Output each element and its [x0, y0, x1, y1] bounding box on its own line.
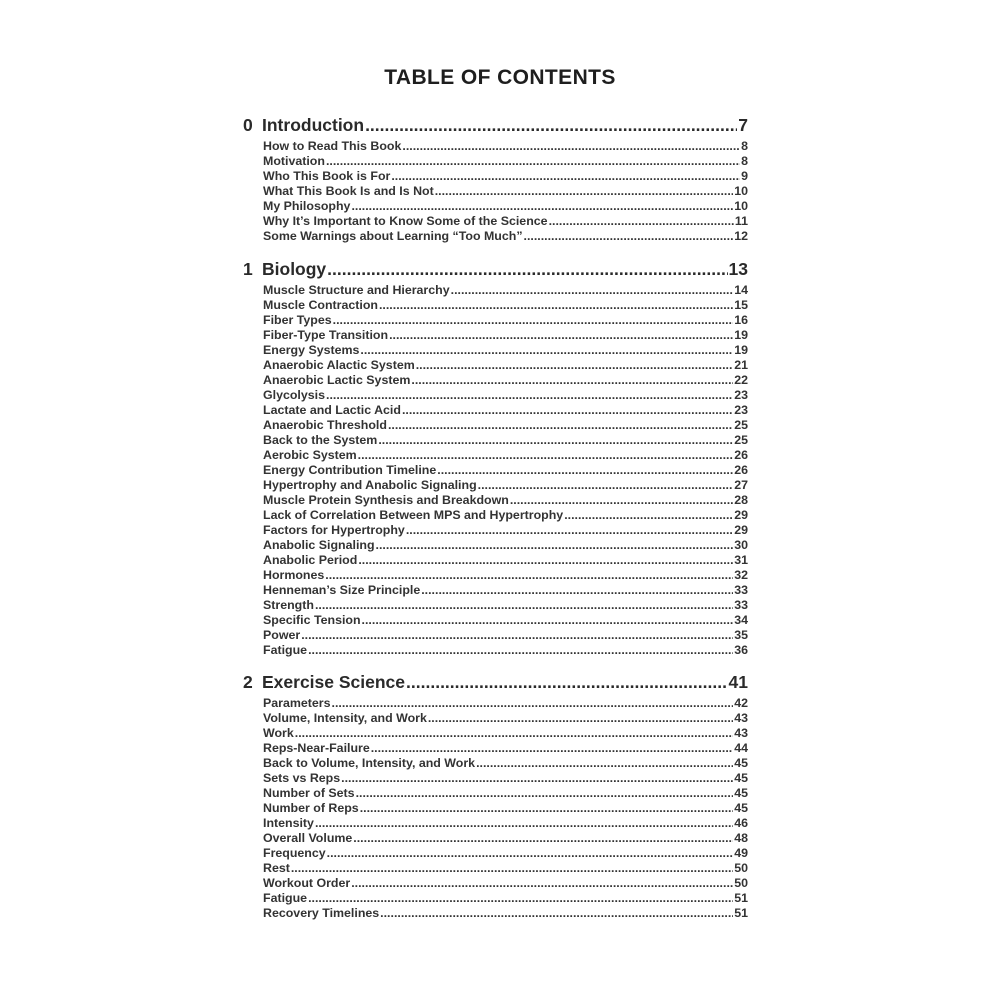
- dot-leader: [524, 229, 734, 244]
- dot-leader: [380, 906, 733, 921]
- toc-entry[interactable]: [263, 403, 748, 418]
- page-title: TABLE OF CONTENTS: [384, 66, 616, 89]
- toc-entry[interactable]: [263, 583, 748, 598]
- dot-leader: [421, 583, 733, 598]
- toc-entry[interactable]: [263, 538, 748, 553]
- entry-list: [263, 283, 748, 658]
- entry-title: Sets vs Reps: [263, 771, 341, 785]
- chapter-section: [243, 670, 748, 921]
- dot-leader: [356, 786, 734, 801]
- toc-entry[interactable]: [263, 313, 748, 328]
- dot-leader: [376, 538, 734, 553]
- entry-page-number: 25: [734, 418, 748, 432]
- entry-title: Fatigue: [263, 643, 308, 657]
- dot-leader: [358, 448, 734, 463]
- toc-entry[interactable]: [263, 229, 748, 244]
- chapter-page-number: 41: [728, 672, 748, 692]
- toc-entry[interactable]: [263, 846, 748, 861]
- entry-page-number: 42: [734, 696, 748, 710]
- entry-page-number: 43: [734, 711, 748, 725]
- entry-page-number: 33: [734, 598, 748, 612]
- entry-title: Anaerobic Alactic System: [263, 358, 415, 372]
- dot-leader: [437, 463, 733, 478]
- entry-title: My Philosophy: [263, 199, 351, 213]
- entry-page-number: 51: [734, 906, 748, 920]
- toc-entry[interactable]: [263, 184, 748, 199]
- dot-leader: [549, 214, 734, 229]
- entry-page-number: 16: [734, 313, 748, 327]
- dot-leader: [325, 568, 733, 583]
- entry-page-number: 29: [734, 508, 748, 522]
- chapter-number: 0: [243, 115, 253, 135]
- toc-entry[interactable]: [263, 508, 748, 523]
- dot-leader: [295, 726, 733, 741]
- toc-entry[interactable]: [263, 154, 748, 169]
- entry-page-number: 30: [734, 538, 748, 552]
- entry-title: Back to the System: [263, 433, 378, 447]
- entry-title: Fiber-Type Transition: [263, 328, 389, 342]
- entry-page-number: 49: [734, 846, 748, 860]
- chapter-number: 1: [243, 259, 253, 279]
- chapter-title: Biology: [262, 259, 327, 279]
- entry-title: Number of Reps: [263, 801, 359, 815]
- entry-title: Overall Volume: [263, 831, 353, 845]
- chapter-title: Introduction: [262, 115, 365, 135]
- entry-page-number: 34: [734, 613, 748, 627]
- dot-leader: [378, 433, 733, 448]
- entry-page-number: 8: [741, 139, 748, 153]
- entry-title: Lactate and Lactic Acid: [263, 403, 401, 417]
- chapter-page-number: 7: [738, 115, 748, 135]
- entry-title: Frequency: [263, 846, 326, 860]
- dot-leader: [389, 328, 733, 343]
- entry-title: Muscle Protein Synthesis and Breakdown: [263, 493, 509, 507]
- toc-entry[interactable]: [263, 448, 748, 463]
- entry-page-number: 11: [734, 214, 748, 228]
- chapter-heading[interactable]: [243, 113, 748, 137]
- entry-page-number: 10: [734, 199, 748, 213]
- entry-title: Power: [263, 628, 301, 642]
- entry-page-number: 45: [734, 801, 748, 815]
- entry-page-number: 31: [734, 553, 748, 567]
- entry-title: Specific Tension: [263, 613, 361, 627]
- entry-page-number: 21: [734, 358, 748, 372]
- toc-entry[interactable]: [263, 343, 748, 358]
- entry-title: Back to Volume, Intensity, and Work: [263, 756, 476, 770]
- toc-entry[interactable]: [263, 328, 748, 343]
- entry-page-number: 43: [734, 726, 748, 740]
- toc-entry[interactable]: [263, 643, 748, 658]
- chapter-heading[interactable]: [243, 670, 748, 694]
- toc-entry[interactable]: [263, 906, 748, 921]
- entry-page-number: 8: [741, 154, 748, 168]
- toc-entry[interactable]: [263, 613, 748, 628]
- dot-leader: [478, 478, 734, 493]
- dot-leader: [402, 403, 733, 418]
- toc-entry[interactable]: [263, 801, 748, 816]
- dot-leader: [360, 801, 734, 816]
- dot-leader: [416, 358, 733, 373]
- dot-leader: [315, 816, 733, 831]
- dot-leader: [476, 756, 733, 771]
- entry-title: Hormones: [263, 568, 325, 582]
- entry-page-number: 45: [734, 786, 748, 800]
- entry-title: Anaerobic Lactic System: [263, 373, 411, 387]
- dot-leader: [326, 388, 733, 403]
- entry-title: Muscle Contraction: [263, 298, 378, 312]
- dot-leader: [388, 418, 733, 433]
- entry-page-number: 23: [734, 403, 748, 417]
- entry-page-number: 19: [734, 343, 748, 357]
- entry-page-number: 28: [734, 493, 748, 507]
- dot-leader: [351, 876, 733, 891]
- toc-entry[interactable]: [263, 298, 748, 313]
- toc-entry[interactable]: [263, 199, 748, 214]
- entry-page-number: 45: [734, 771, 748, 785]
- toc-entry[interactable]: [263, 283, 748, 298]
- toc-entry[interactable]: [263, 388, 748, 403]
- dot-leader: [411, 373, 733, 388]
- entry-title: Why It’s Important to Know Some of the Science: [263, 214, 548, 228]
- entry-title: Hypertrophy and Anabolic Signaling: [263, 478, 477, 492]
- dot-leader: [391, 169, 740, 184]
- entry-list: [263, 696, 748, 921]
- toc-entry[interactable]: [263, 169, 748, 184]
- toc-entry[interactable]: [263, 786, 748, 801]
- entry-title: Glycolysis: [263, 388, 325, 402]
- entry-page-number: 12: [734, 229, 748, 243]
- toc-entry[interactable]: [263, 756, 748, 771]
- entry-page-number: 48: [734, 831, 748, 845]
- entry-title: Aerobic System: [263, 448, 357, 462]
- toc-entry[interactable]: [263, 463, 748, 478]
- entry-page-number: 22: [734, 373, 748, 387]
- dot-leader: [362, 613, 734, 628]
- entry-title: Henneman’s Size Principle: [263, 583, 421, 597]
- entry-page-number: 50: [734, 861, 748, 875]
- entry-title: Anabolic Signaling: [263, 538, 375, 552]
- toc-entry[interactable]: [263, 493, 748, 508]
- dot-leader: [428, 711, 733, 726]
- entry-page-number: 10: [734, 184, 748, 198]
- dot-leader: [291, 861, 733, 876]
- toc-entry[interactable]: [263, 876, 748, 891]
- dot-leader: [327, 846, 734, 861]
- toc-entry[interactable]: [263, 711, 748, 726]
- dot-leader: [308, 643, 733, 658]
- toc-entry[interactable]: [263, 568, 748, 583]
- entry-title: Work: [263, 726, 294, 740]
- entry-page-number: 29: [734, 523, 748, 537]
- toc-entry[interactable]: [263, 628, 748, 643]
- entry-page-number: 36: [734, 643, 748, 657]
- dot-leader: [315, 598, 733, 613]
- toc-entry[interactable]: [263, 433, 748, 448]
- entry-title: Some Warnings about Learning “Too Much”: [263, 229, 523, 243]
- entry-title: What This Book Is and Is Not: [263, 184, 434, 198]
- entry-page-number: 46: [734, 816, 748, 830]
- entry-title: Muscle Structure and Hierarchy: [263, 283, 450, 297]
- dot-leader: [308, 891, 733, 906]
- dot-leader: [365, 113, 737, 137]
- toc-entry[interactable]: [263, 418, 748, 433]
- dot-leader: [435, 184, 733, 199]
- entry-title: Fatigue: [263, 891, 308, 905]
- toc-entry[interactable]: [263, 741, 748, 756]
- entry-title: How to Read This Book: [263, 139, 402, 153]
- dot-leader: [510, 493, 733, 508]
- chapter-section: [243, 257, 748, 658]
- toc-entry[interactable]: [263, 478, 748, 493]
- entry-page-number: 14: [734, 283, 748, 297]
- entry-page-number: 32: [734, 568, 748, 582]
- dot-leader: [327, 257, 727, 281]
- toc-entry[interactable]: [263, 696, 748, 711]
- entry-page-number: 45: [734, 756, 748, 770]
- toc-entry[interactable]: [263, 816, 748, 831]
- dot-leader: [326, 154, 740, 169]
- dot-leader: [301, 628, 733, 643]
- toc-entry[interactable]: [263, 523, 748, 538]
- entry-title: Energy Systems: [263, 343, 360, 357]
- dot-leader: [332, 696, 734, 711]
- toc-entry[interactable]: [263, 373, 748, 388]
- toc-entry[interactable]: [263, 726, 748, 741]
- entry-page-number: 44: [734, 741, 748, 755]
- entry-page-number: 9: [741, 169, 748, 183]
- entry-title: Motivation: [263, 154, 325, 168]
- entry-title: Energy Contribution Timeline: [263, 463, 437, 477]
- toc-entry[interactable]: [263, 831, 748, 846]
- toc-entry[interactable]: [263, 139, 748, 154]
- entry-list: [263, 139, 748, 244]
- entry-title: Strength: [263, 598, 314, 612]
- toc-entry[interactable]: [263, 771, 748, 786]
- dot-leader: [406, 670, 728, 694]
- chapter-heading[interactable]: [243, 257, 748, 281]
- entry-page-number: 33: [734, 583, 748, 597]
- dot-leader: [564, 508, 733, 523]
- dot-leader: [451, 283, 734, 298]
- entry-title: Volume, Intensity, and Work: [263, 711, 427, 725]
- chapter-page-number: 13: [728, 259, 748, 279]
- entry-title: Anabolic Period: [263, 553, 358, 567]
- entry-title: Factors for Hypertrophy: [263, 523, 405, 537]
- entry-title: Recovery Timelines: [263, 906, 380, 920]
- entry-page-number: 15: [734, 298, 748, 312]
- dot-leader: [406, 523, 733, 538]
- entry-page-number: 26: [734, 448, 748, 462]
- entry-title: Anaerobic Threshold: [263, 418, 387, 432]
- toc-entry[interactable]: [263, 214, 748, 229]
- toc-entry[interactable]: [263, 358, 748, 373]
- entry-page-number: 35: [734, 628, 748, 642]
- entry-page-number: 25: [734, 433, 748, 447]
- entry-page-number: 50: [734, 876, 748, 890]
- toc-entry[interactable]: [263, 891, 748, 906]
- dot-leader: [351, 199, 733, 214]
- entry-title: Who This Book is For: [263, 169, 391, 183]
- dot-leader: [360, 343, 733, 358]
- toc-entry[interactable]: [263, 861, 748, 876]
- entry-page-number: 27: [734, 478, 748, 492]
- chapter-title: Exercise Science: [262, 672, 406, 692]
- dot-leader: [333, 313, 734, 328]
- dot-leader: [379, 298, 733, 313]
- dot-leader: [341, 771, 733, 786]
- dot-leader: [358, 553, 733, 568]
- toc-entry[interactable]: [263, 553, 748, 568]
- chapter-number: 2: [243, 672, 253, 692]
- entry-title: Number of Sets: [263, 786, 355, 800]
- entry-title: Workout Order: [263, 876, 351, 890]
- dot-leader: [371, 741, 733, 756]
- entry-page-number: 23: [734, 388, 748, 402]
- dot-leader: [402, 139, 740, 154]
- entry-title: Parameters: [263, 696, 331, 710]
- chapter-section: [243, 113, 748, 244]
- entry-page-number: 19: [734, 328, 748, 342]
- entry-title: Reps-Near-Failure: [263, 741, 370, 755]
- toc-entry[interactable]: [263, 598, 748, 613]
- entry-title: Intensity: [263, 816, 314, 830]
- entry-page-number: 51: [734, 891, 748, 905]
- entry-title: Fiber Types: [263, 313, 332, 327]
- entry-title: Lack of Correlation Between MPS and Hypertrophy: [263, 508, 564, 522]
- dot-leader: [353, 831, 733, 846]
- entry-page-number: 26: [734, 463, 748, 477]
- entry-title: Rest: [263, 861, 290, 875]
